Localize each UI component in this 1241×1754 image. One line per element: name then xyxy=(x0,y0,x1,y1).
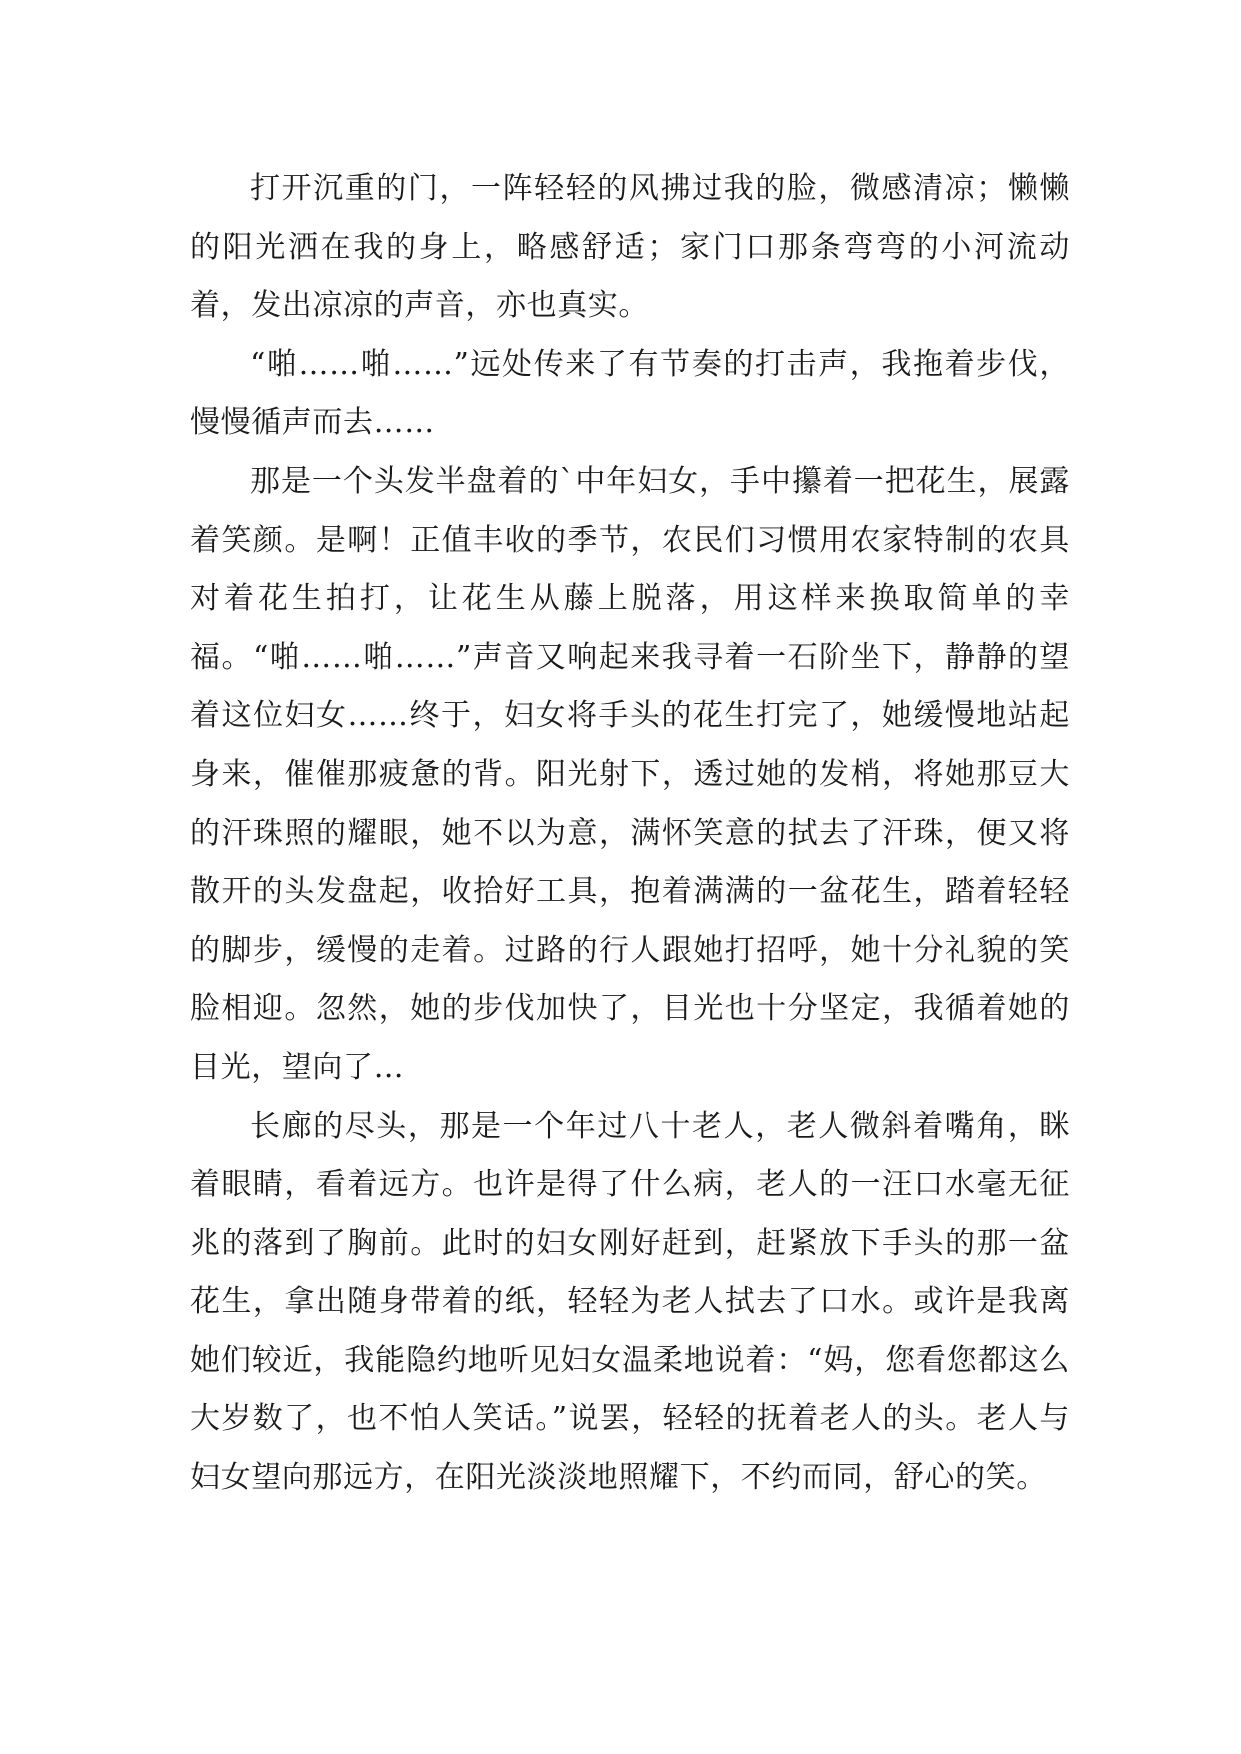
paragraph-2: “啪……啪……”远处传来了有节奏的打击声，我拖着步伐，慢慢循声而去…… xyxy=(190,346,1070,441)
paragraph-3: 那是一个头发半盘着的`中年妇女，手中攥着一把花生，展露着笑颜。是啊！正值丰收的季节，农民们习惯用农家特制的农具对着花生拍打，让花生从藤上脱落，用这样来换取简单的幸福。“啪……啪……”声音又响起来我寻着一石阶坐下，静静的望着这位妇女……终于，妇女将手头的花生打完了，她缓慢地站起身来，催催那疲惫的背。阳光射下，透过她的发梢，将她那豆大的汗珠照的耀眼，她不以为意，满怀笑意的拭去了汗珠，便又将散开的头发盘起，收拾好工具，抱着满满的一盆花生，踏着轻轻的脚步，缓慢的走着。过路的行人跟她打招呼，她十分礼貌的笑脸相迎。忽然，她的步伐加快了，目光也十分坚定，我循着她的目光，望向了… xyxy=(190,463,1070,1085)
paragraph-1: 打开沉重的门，一阵轻轻的风拂过我的脸，微感清凉；懒懒的阳光洒在我的身上，略感舒适；家门口那条弯弯的小河流动着，发出凉凉的声音，亦也真实。 xyxy=(190,171,1070,324)
document-body xyxy=(190,160,1070,1508)
paragraph-4: 长廊的尽头，那是一个年过八十老人，老人微斜着嘴角，眯着眼睛，看着远方。也许是得了什么病，老人的一汪口水毫无征兆的落到了胸前。此时的妇女刚好赶到，赶紧放下手头的那一盆花生，拿出随身带着的纸，轻轻为老人拭去了口水。或许是我离她们较近，我能隐约地听见妇女温柔地说着：“妈，您看您都这么大岁数了，也不怕人笑话。”说罢，轻轻的抚着老人的头。老人与妇女望向那远方，在阳光淡淡地照耀下，不约而同，舒心的笑。 xyxy=(190,1108,1070,1496)
